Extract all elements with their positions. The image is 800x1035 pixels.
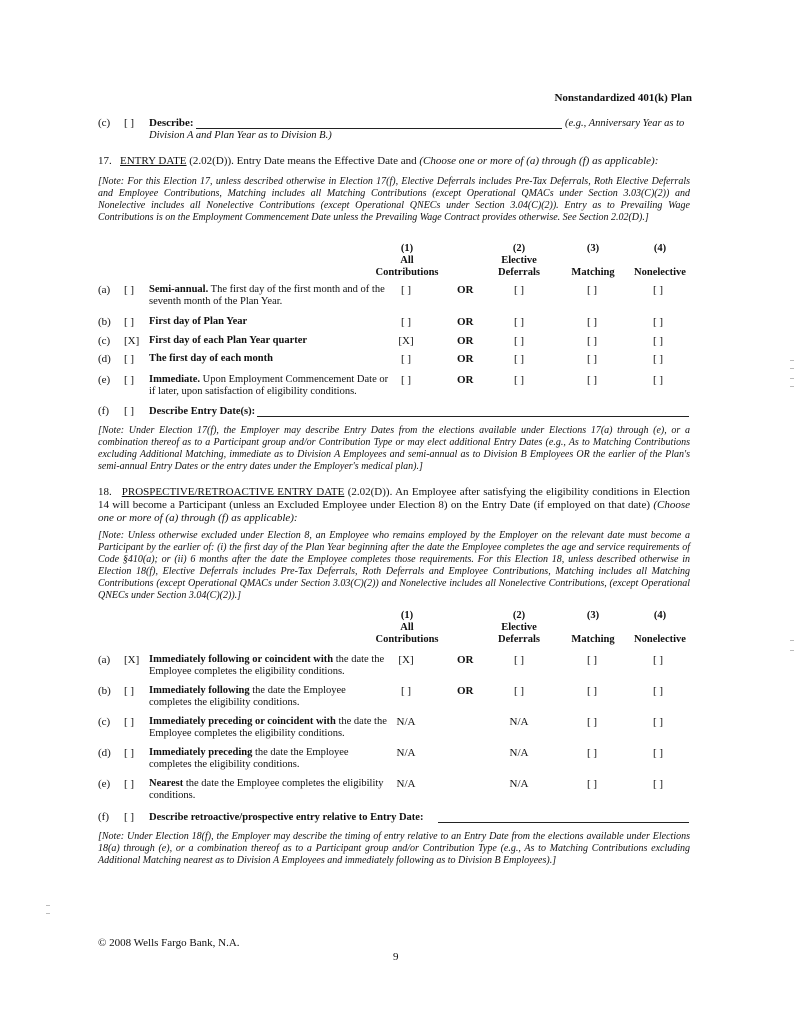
row-description [149,353,389,365]
col-elective-deferrals: (2) Elective Deferrals [498,243,540,278]
matching-cell[interactable]: [ ] [586,316,598,328]
all-contributions-cell[interactable]: [ ] [400,353,412,365]
all-contributions-cell[interactable]: N/A [396,778,416,790]
row-description-bold: First day of each Plan Year quarter [149,335,308,346]
all-contributions-cell[interactable]: N/A [396,716,416,728]
row-description-bold: Nearest [149,778,184,789]
nonelective-cell[interactable]: [ ] [652,374,664,386]
entry-dates-line[interactable] [257,416,689,417]
row-checkbox[interactable]: [ ] [124,405,135,417]
row-description-text: the date the Employee completes the eligibility conditions. [149,654,385,677]
elective-deferrals-cell[interactable]: N/A [509,716,529,728]
elective-deferrals-cell[interactable]: N/A [509,747,529,759]
row-letter: (b) [98,316,111,328]
row-description-text: the date the Employee completes the eligibility conditions. [149,747,349,770]
row-description-bold: Immediately following or coincident with [149,654,334,665]
elective-deferrals-cell[interactable]: [ ] [513,316,525,328]
nonelective-cell[interactable]: [ ] [652,654,664,666]
row-letter: (d) [98,353,111,365]
row-checkbox[interactable]: [X] [124,654,140,666]
or-label: OR [457,685,474,697]
row-description-text: the date the Employee completes the eligibility conditions. [149,778,384,801]
row-checkbox[interactable]: [ ] [124,685,135,697]
row-description [149,374,389,398]
section-title: PROSPECTIVE/RETROACTIVE ENTRY DATE [121,486,345,498]
all-contributions-cell[interactable]: [X] [398,654,414,666]
checkbox[interactable]: [ ] [124,117,135,129]
nonelective-cell[interactable]: [ ] [652,716,664,728]
nonelective-cell[interactable]: [ ] [652,335,664,347]
item-letter: (c) [98,117,111,129]
section-title: ENTRY DATE [120,155,187,167]
section-intro-italic: (Choose one or more of (a) through (f) as applicable): [98,499,690,524]
row-letter: (b) [98,685,111,697]
nonelective-cell[interactable]: [ ] [652,685,664,697]
row-description-bold: Immediately preceding or coincident with [149,716,336,727]
row-letter: (e) [98,778,111,790]
col-matching: (3) Matching [571,243,615,278]
section-18-heading [98,486,690,525]
row-description-text: the date the Employee completes the eligibility conditions. [149,716,387,739]
or-label: OR [457,316,474,328]
or-label: OR [457,353,474,365]
or-label: OR [457,374,474,386]
col-nonelective: (4) Nonelective [634,243,686,278]
row-letter: (e) [98,374,111,386]
section-ref: (2.02(D)). [189,155,234,167]
row-checkbox[interactable]: [ ] [124,778,135,790]
row-description-text: the date the Employee completes the eligibility conditions. [149,685,346,708]
row-checkbox[interactable]: [ ] [124,811,135,823]
section-number: 18. [98,486,112,498]
row-description-bold: Semi-annual. [149,284,209,295]
row-checkbox[interactable]: [ ] [124,374,135,386]
nonelective-cell[interactable]: [ ] [652,778,664,790]
matching-cell[interactable]: [ ] [586,716,598,728]
col-nonelective: (4) Nonelective [634,610,686,645]
copyright: © 2008 Wells Fargo Bank, N.A. [98,937,240,949]
col-elective-deferrals: (2) Elective Deferrals [498,610,540,645]
row-description [149,747,389,771]
section-17-note: [Note: For this Election 17, unless described otherwise in Election 17(f), Elective Deferrals includes Pre-Tax Deferrals, Roth Elective Deferrals and Employee Contributions, Matching includes all Matching Contributions (except Operational QMACs under Section 3.03(C)(2)) and Nonelective includes all Nonelective Contributions (except Operational QNECs under Section 3.04(C)(2)). Entry as to Prevailing Wage Contributions is on the Employment Commencement Date unless the Prevailing Wage Contract provides otherwise. See Section 2.02(D).] [98,176,690,223]
matching-cell[interactable]: [ ] [586,335,598,347]
nonelective-cell[interactable]: [ ] [652,353,664,365]
row-description [149,716,389,740]
all-contributions-cell[interactable]: N/A [396,747,416,759]
row-letter: (a) [98,284,111,296]
row-checkbox[interactable]: [ ] [124,747,135,759]
row-description-bold: Immediate. [149,374,201,385]
section-intro: An Employee after satisfying the eligibility conditions in Election 14 will become a Participant (unless an Excluded Employee under Election 8) on the Entry Date (if employed on that date) [98,486,690,511]
section-17-heading [98,155,690,168]
row-letter: (f) [98,811,109,823]
elective-deferrals-cell[interactable]: [ ] [513,685,525,697]
all-contributions-cell[interactable]: [ ] [400,316,412,328]
or-label: OR [457,654,474,666]
describe-continuation: Division A and Plan Year as to Division B.) [149,130,332,141]
all-contributions-cell[interactable]: [ ] [400,374,412,386]
retroactive-entry-line[interactable] [438,822,689,823]
row-description-text: Upon Employment Commencement Date or if later, upon satisfaction of eligibility conditions. [149,374,389,397]
elective-deferrals-cell[interactable]: N/A [509,778,529,790]
page-number: 9 [393,951,399,963]
section-intro-italic: (Choose one or more of (a) through (f) as applicable): [419,155,659,167]
matching-cell[interactable]: [ ] [586,747,598,759]
row-description [149,316,389,328]
row-description-text: The first day of the first month and of the seventh month of the Plan Year. [149,284,385,307]
elective-deferrals-cell[interactable]: [ ] [513,353,525,365]
row-checkbox[interactable]: [ ] [124,353,135,365]
row-description [149,778,389,802]
row-checkbox[interactable]: [X] [124,335,140,347]
matching-cell[interactable]: [ ] [586,654,598,666]
section-intro: Entry Date means the Effective Date and [236,155,417,167]
row-description-bold: Immediately following [149,685,250,696]
describe-label: Describe: [149,117,194,129]
row-checkbox[interactable]: [ ] [124,284,135,296]
row-description [149,654,389,678]
elective-deferrals-cell[interactable]: [ ] [513,374,525,386]
row-description [149,284,389,308]
row-letter: (a) [98,654,111,666]
matching-cell[interactable]: [ ] [586,284,598,296]
section-17-note-2: [Note: Under Election 17(f), the Employer may describe Entry Dates from the elections available under Elections 17(a) through (e), or a combination thereof as to a Participant group and/or Contribution Type or may elect additional Entry Dates (e.g., As to Matching Contributions excluding Additional Matching, immediate as to Division A Employees and semi-annual as to Division B Employees OR the earlier of the Plan's semi-annual Entry Dates or the entry dates under the Employer's medical plan).] [98,425,690,472]
row-letter: (c) [98,335,111,347]
nonelective-cell[interactable]: [ ] [652,747,664,759]
section-18-note-2: [Note: Under Election 18(f), the Employer may describe the timing of entry relative to an Entry Date from the elections available under Elections 18(a) through (e), or a combination thereof as to a Participant group and/or Contribution Type (e.g., As to Matching Contributions excluding Additional Matching nearest as to Division A Employees and immediately following as to Division B Employees).] [98,831,690,866]
all-contributions-cell[interactable]: [ ] [400,685,412,697]
or-label: OR [457,284,474,296]
row-description [149,685,389,709]
matching-cell[interactable]: [ ] [586,685,598,697]
row-label: Describe Entry Date(s): [149,406,256,417]
row-letter: (c) [98,716,111,728]
section-number: 17. [98,155,112,167]
row-description-bold: First day of Plan Year [149,316,248,327]
row-label: Describe retroactive/prospective entry relative to Entry Date: [149,812,424,823]
col-all-contributions: (1) All Contributions [375,243,439,278]
nonelective-cell[interactable]: [ ] [652,316,664,328]
col-matching: (3) Matching [571,610,615,645]
row-description-bold: The first day of each month [149,353,273,364]
col-all-contributions: (1) All Contributions [375,610,439,645]
matching-cell[interactable]: [ ] [586,778,598,790]
all-contributions-cell[interactable]: [X] [398,335,414,347]
matching-cell[interactable]: [ ] [586,374,598,386]
row-letter: (f) [98,405,109,417]
row-checkbox[interactable]: [ ] [124,316,135,328]
elective-deferrals-cell[interactable]: [ ] [513,654,525,666]
row-checkbox[interactable]: [ ] [124,716,135,728]
elective-deferrals-cell[interactable]: [ ] [513,284,525,296]
row-description-bold: Immediately preceding [149,747,253,758]
or-label: OR [457,335,474,347]
elective-deferrals-cell[interactable]: [ ] [513,335,525,347]
matching-cell[interactable]: [ ] [586,353,598,365]
plan-header: Nonstandardized 401(k) Plan [554,92,692,104]
row-description [149,335,389,347]
section-ref: (2.02(D)). [347,486,393,498]
section-18-note: [Note: Unless otherwise excluded under Election 8, an Employee who remains employed by the Employer on the relevant date must become a Participant by the earlier of: (i) the first day of the Plan Year beginning after the date the Employee completes the age and service requirements of Code §410(a); or (ii) 6 months after the date the Employee completes those requirements. For this Election 18, unless described otherwise in Election 18(f), Elective Deferrals includes Pre-Tax Deferrals, Roth Deferrals and Employee Contributions, Matching includes all Matching Contributions (except Operational QMACs under Section 3.03(C)(2)) and Nonelective includes all Nonelective Contributions, (except Operational QNECs under Section 3.04(C)(2)).] [98,530,690,601]
describe-example: (e.g., Anniversary Year as to [565,118,685,129]
all-contributions-cell[interactable]: [ ] [400,284,412,296]
nonelective-cell[interactable]: [ ] [652,284,664,296]
row-letter: (d) [98,747,111,759]
